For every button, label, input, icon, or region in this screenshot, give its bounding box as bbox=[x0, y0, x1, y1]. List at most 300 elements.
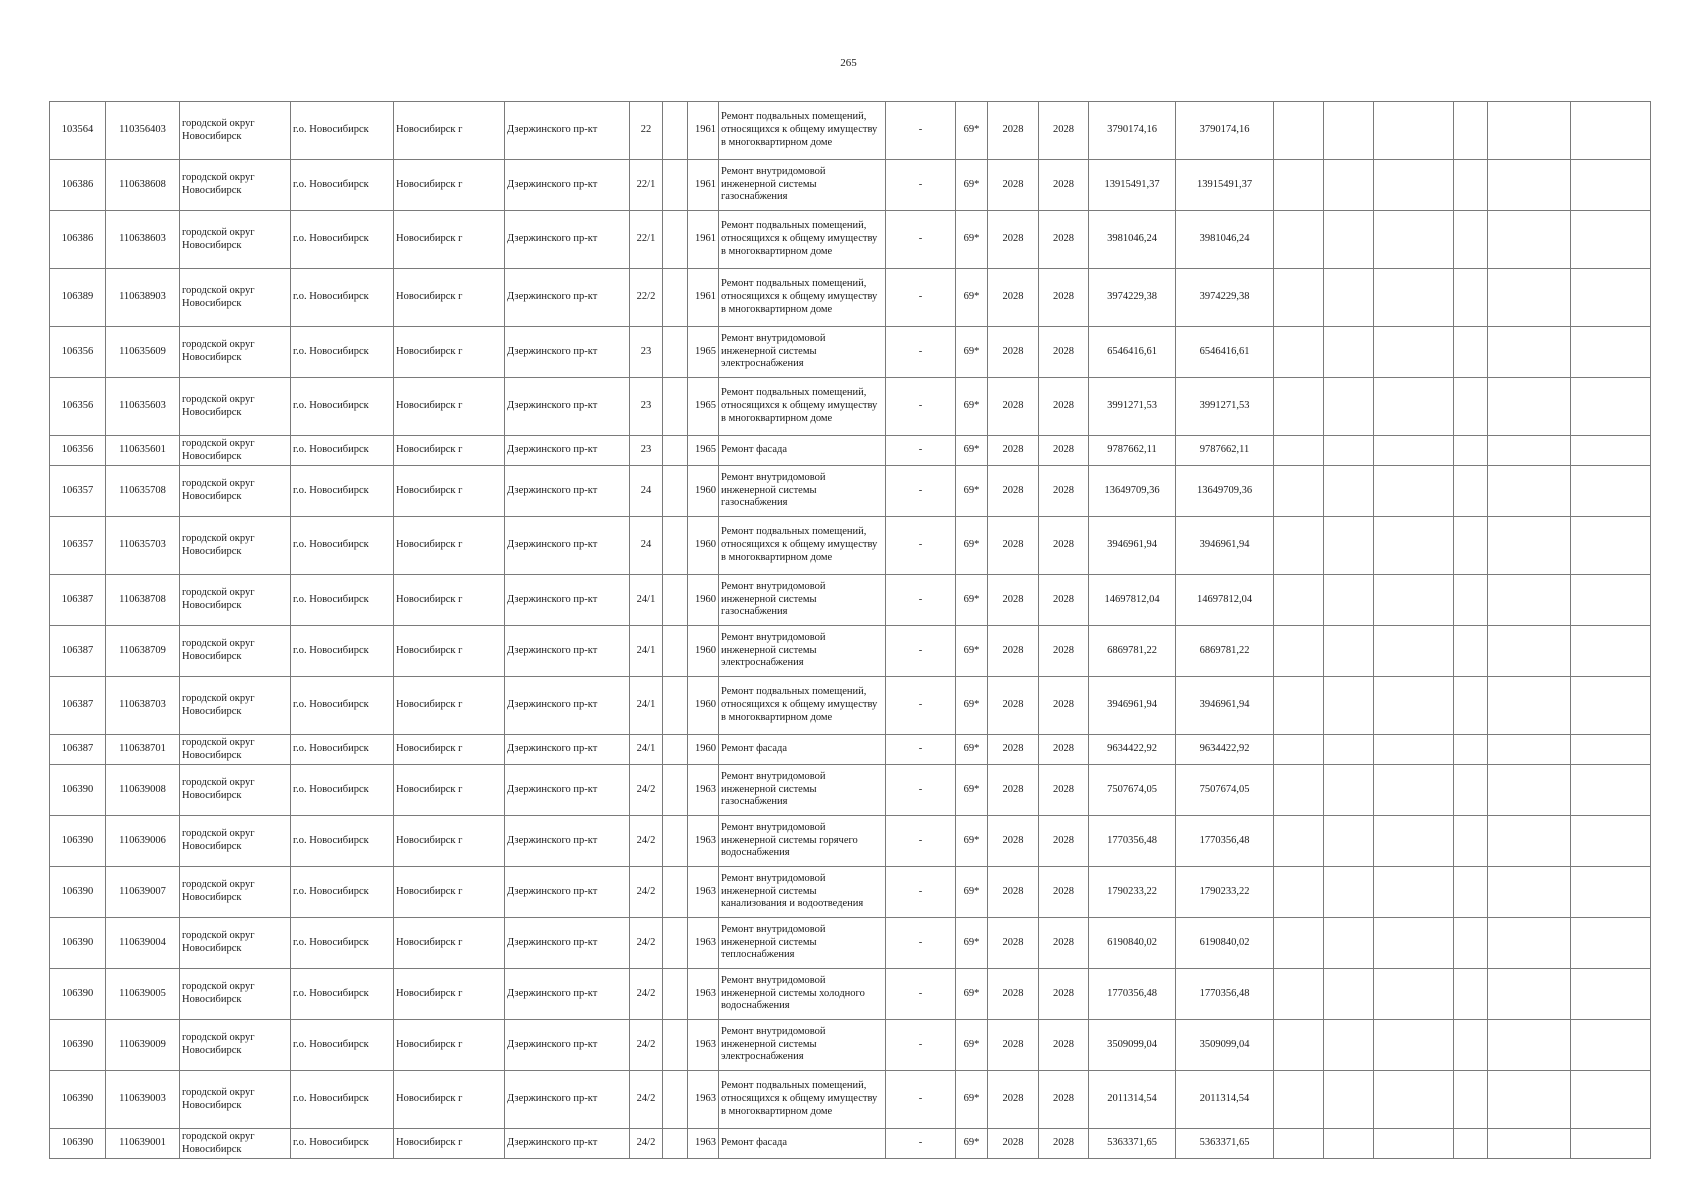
cell-cost-fund: 13649709,36 bbox=[1176, 466, 1274, 517]
cell-dash: - bbox=[886, 735, 956, 765]
cell-street: Дзержинского пр-кт bbox=[505, 816, 630, 867]
cell-urban-district: г.о. Новосибирск bbox=[291, 1071, 394, 1129]
cell-year-end: 2028 bbox=[1039, 575, 1089, 626]
cell-year-built: 1965 bbox=[688, 327, 719, 378]
cell-work-type: Ремонт внутридомовой инженерной системы газоснабжения bbox=[719, 160, 886, 211]
cell-empty bbox=[1571, 918, 1651, 969]
cell-empty bbox=[1324, 969, 1374, 1020]
cell-street: Дзержинского пр-кт bbox=[505, 102, 630, 160]
cell-empty bbox=[1454, 575, 1488, 626]
cell-empty bbox=[1324, 517, 1374, 575]
cell-cost-total: 7507674,05 bbox=[1089, 765, 1176, 816]
cell-municipality: городской округ Новосибирск bbox=[180, 466, 291, 517]
table-row bbox=[50, 102, 1651, 160]
cell-city: Новосибирск г bbox=[394, 816, 505, 867]
cell-house: 22/1 bbox=[630, 160, 663, 211]
cell-year-start: 2028 bbox=[988, 1129, 1039, 1159]
cell-empty bbox=[1374, 677, 1454, 735]
cell-urban-district: г.о. Новосибирск bbox=[291, 867, 394, 918]
cell-dash: - bbox=[886, 1071, 956, 1129]
cell-year-end: 2028 bbox=[1039, 102, 1089, 160]
cell-street: Дзержинского пр-кт bbox=[505, 626, 630, 677]
cell-id: 106356 bbox=[50, 378, 106, 436]
cell-empty bbox=[1571, 735, 1651, 765]
cell-year-start: 2028 bbox=[988, 327, 1039, 378]
cell-empty bbox=[1571, 816, 1651, 867]
cell-empty bbox=[1324, 735, 1374, 765]
cell-street: Дзержинского пр-кт bbox=[505, 436, 630, 466]
cell-building bbox=[663, 269, 688, 327]
table-row bbox=[50, 575, 1651, 626]
cell-empty bbox=[1274, 517, 1324, 575]
cell-urban-district: г.о. Новосибирск bbox=[291, 466, 394, 517]
cell-work-type: Ремонт внутридомовой инженерной системы электроснабжения bbox=[719, 626, 886, 677]
cell-house: 24/2 bbox=[630, 918, 663, 969]
cell-object-code: 110639009 bbox=[106, 1020, 180, 1071]
cell-year-end: 2028 bbox=[1039, 466, 1089, 517]
cell-year-end: 2028 bbox=[1039, 517, 1089, 575]
cell-cost-fund: 9787662,11 bbox=[1176, 436, 1274, 466]
cell-object-code: 110638701 bbox=[106, 735, 180, 765]
cell-building bbox=[663, 816, 688, 867]
cell-wear-percent: 69* bbox=[956, 517, 988, 575]
cell-house: 24/2 bbox=[630, 765, 663, 816]
cell-empty bbox=[1274, 867, 1324, 918]
cell-year-end: 2028 bbox=[1039, 1020, 1089, 1071]
cell-year-built: 1961 bbox=[688, 211, 719, 269]
cell-object-code: 110638709 bbox=[106, 626, 180, 677]
cell-empty bbox=[1571, 436, 1651, 466]
cell-empty bbox=[1571, 327, 1651, 378]
table-row bbox=[50, 1129, 1651, 1159]
cell-wear-percent: 69* bbox=[956, 626, 988, 677]
cell-work-type: Ремонт внутридомовой инженерной системы электроснабжения bbox=[719, 1020, 886, 1071]
cell-empty bbox=[1374, 867, 1454, 918]
cell-building bbox=[663, 765, 688, 816]
cell-year-built: 1960 bbox=[688, 575, 719, 626]
cell-house: 24/2 bbox=[630, 1071, 663, 1129]
cell-dash: - bbox=[886, 765, 956, 816]
cell-city: Новосибирск г bbox=[394, 575, 505, 626]
cell-street: Дзержинского пр-кт bbox=[505, 466, 630, 517]
cell-empty bbox=[1454, 436, 1488, 466]
cell-municipality: городской округ Новосибирск bbox=[180, 626, 291, 677]
cell-empty bbox=[1488, 269, 1571, 327]
table-row bbox=[50, 1071, 1651, 1129]
cell-empty bbox=[1571, 575, 1651, 626]
cell-year-end: 2028 bbox=[1039, 867, 1089, 918]
cell-house: 24 bbox=[630, 517, 663, 575]
cell-id: 106390 bbox=[50, 969, 106, 1020]
cell-city: Новосибирск г bbox=[394, 1129, 505, 1159]
cell-empty bbox=[1324, 1129, 1374, 1159]
cell-urban-district: г.о. Новосибирск bbox=[291, 160, 394, 211]
cell-empty bbox=[1488, 327, 1571, 378]
cell-cost-total: 9787662,11 bbox=[1089, 436, 1176, 466]
cell-object-code: 110638603 bbox=[106, 211, 180, 269]
cell-empty bbox=[1274, 211, 1324, 269]
cell-empty bbox=[1571, 517, 1651, 575]
cell-year-built: 1963 bbox=[688, 867, 719, 918]
cell-street: Дзержинского пр-кт bbox=[505, 1020, 630, 1071]
cell-empty bbox=[1488, 1071, 1571, 1129]
cell-cost-total: 3946961,94 bbox=[1089, 517, 1176, 575]
cell-year-start: 2028 bbox=[988, 269, 1039, 327]
cell-building bbox=[663, 1071, 688, 1129]
cell-empty bbox=[1488, 436, 1571, 466]
cell-empty bbox=[1488, 102, 1571, 160]
table-row bbox=[50, 517, 1651, 575]
cell-empty bbox=[1324, 102, 1374, 160]
cell-empty bbox=[1488, 378, 1571, 436]
cell-dash: - bbox=[886, 517, 956, 575]
table-row bbox=[50, 735, 1651, 765]
cell-year-start: 2028 bbox=[988, 160, 1039, 211]
cell-work-type: Ремонт подвальных помещений, относящихся к общему имуществу в многоквартирном доме bbox=[719, 677, 886, 735]
cell-empty bbox=[1571, 211, 1651, 269]
cell-empty bbox=[1374, 517, 1454, 575]
cell-empty bbox=[1454, 327, 1488, 378]
cell-urban-district: г.о. Новосибирск bbox=[291, 1129, 394, 1159]
cell-empty bbox=[1374, 378, 1454, 436]
cell-work-type: Ремонт фасада bbox=[719, 735, 886, 765]
cell-empty bbox=[1374, 211, 1454, 269]
cell-wear-percent: 69* bbox=[956, 269, 988, 327]
cell-empty bbox=[1274, 378, 1324, 436]
cell-empty bbox=[1374, 327, 1454, 378]
cell-empty bbox=[1324, 626, 1374, 677]
cell-municipality: городской округ Новосибирск bbox=[180, 102, 291, 160]
cell-empty bbox=[1274, 816, 1324, 867]
table-row bbox=[50, 1020, 1651, 1071]
cell-empty bbox=[1488, 626, 1571, 677]
cell-year-start: 2028 bbox=[988, 517, 1039, 575]
cell-cost-total: 3974229,38 bbox=[1089, 269, 1176, 327]
cell-municipality: городской округ Новосибирск bbox=[180, 575, 291, 626]
cell-id: 106390 bbox=[50, 765, 106, 816]
cell-cost-total: 9634422,92 bbox=[1089, 735, 1176, 765]
cell-building bbox=[663, 327, 688, 378]
cell-house: 24/1 bbox=[630, 735, 663, 765]
cell-cost-fund: 3790174,16 bbox=[1176, 102, 1274, 160]
cell-empty bbox=[1274, 1071, 1324, 1129]
cell-empty bbox=[1488, 211, 1571, 269]
cell-year-start: 2028 bbox=[988, 918, 1039, 969]
cell-year-built: 1963 bbox=[688, 765, 719, 816]
table-row bbox=[50, 816, 1651, 867]
cell-city: Новосибирск г bbox=[394, 517, 505, 575]
cell-work-type: Ремонт фасада bbox=[719, 1129, 886, 1159]
cell-wear-percent: 69* bbox=[956, 102, 988, 160]
cell-year-end: 2028 bbox=[1039, 1071, 1089, 1129]
cell-house: 24/2 bbox=[630, 969, 663, 1020]
cell-empty bbox=[1274, 735, 1324, 765]
cell-street: Дзержинского пр-кт bbox=[505, 517, 630, 575]
cell-city: Новосибирск г bbox=[394, 1020, 505, 1071]
cell-building bbox=[663, 626, 688, 677]
cell-empty bbox=[1488, 969, 1571, 1020]
cell-year-end: 2028 bbox=[1039, 211, 1089, 269]
cell-house: 22/2 bbox=[630, 269, 663, 327]
cell-empty bbox=[1374, 1071, 1454, 1129]
cell-dash: - bbox=[886, 1129, 956, 1159]
cell-municipality: городской округ Новосибирск bbox=[180, 765, 291, 816]
cell-object-code: 110638703 bbox=[106, 677, 180, 735]
cell-year-built: 1960 bbox=[688, 677, 719, 735]
cell-cost-fund: 7507674,05 bbox=[1176, 765, 1274, 816]
cell-municipality: городской округ Новосибирск bbox=[180, 269, 291, 327]
cell-municipality: городской округ Новосибирск bbox=[180, 1071, 291, 1129]
cell-street: Дзержинского пр-кт bbox=[505, 918, 630, 969]
cell-street: Дзержинского пр-кт bbox=[505, 1129, 630, 1159]
cell-building bbox=[663, 735, 688, 765]
cell-empty bbox=[1324, 269, 1374, 327]
cell-empty bbox=[1571, 378, 1651, 436]
cell-year-end: 2028 bbox=[1039, 1129, 1089, 1159]
cell-empty bbox=[1324, 677, 1374, 735]
cell-object-code: 110635603 bbox=[106, 378, 180, 436]
cell-empty bbox=[1274, 626, 1324, 677]
cell-city: Новосибирск г bbox=[394, 269, 505, 327]
cell-dash: - bbox=[886, 211, 956, 269]
cell-id: 106357 bbox=[50, 517, 106, 575]
cell-city: Новосибирск г bbox=[394, 918, 505, 969]
cell-id: 103564 bbox=[50, 102, 106, 160]
cell-year-start: 2028 bbox=[988, 211, 1039, 269]
cell-year-built: 1963 bbox=[688, 969, 719, 1020]
cell-work-type: Ремонт внутридомовой инженерной системы газоснабжения bbox=[719, 466, 886, 517]
cell-cost-fund: 1770356,48 bbox=[1176, 816, 1274, 867]
cell-cost-total: 6546416,61 bbox=[1089, 327, 1176, 378]
table-row bbox=[50, 378, 1651, 436]
cell-cost-total: 14697812,04 bbox=[1089, 575, 1176, 626]
cell-empty bbox=[1571, 466, 1651, 517]
cell-id: 106357 bbox=[50, 466, 106, 517]
cell-object-code: 110639006 bbox=[106, 816, 180, 867]
cell-year-built: 1963 bbox=[688, 1071, 719, 1129]
cell-municipality: городской округ Новосибирск bbox=[180, 160, 291, 211]
cell-empty bbox=[1488, 867, 1571, 918]
cell-empty bbox=[1454, 765, 1488, 816]
cell-city: Новосибирск г bbox=[394, 765, 505, 816]
cell-empty bbox=[1454, 1129, 1488, 1159]
cell-municipality: городской округ Новосибирск bbox=[180, 378, 291, 436]
cell-house: 24/2 bbox=[630, 867, 663, 918]
cell-object-code: 110639003 bbox=[106, 1071, 180, 1129]
cell-empty bbox=[1571, 765, 1651, 816]
cell-empty bbox=[1374, 1020, 1454, 1071]
cell-year-start: 2028 bbox=[988, 1071, 1039, 1129]
cell-empty bbox=[1324, 436, 1374, 466]
page-number: 265 bbox=[840, 57, 857, 69]
cell-empty bbox=[1274, 765, 1324, 816]
cell-urban-district: г.о. Новосибирск bbox=[291, 765, 394, 816]
cell-wear-percent: 69* bbox=[956, 1129, 988, 1159]
cell-city: Новосибирск г bbox=[394, 969, 505, 1020]
cell-empty bbox=[1374, 102, 1454, 160]
cell-cost-fund: 9634422,92 bbox=[1176, 735, 1274, 765]
cell-year-start: 2028 bbox=[988, 867, 1039, 918]
cell-empty bbox=[1274, 160, 1324, 211]
cell-wear-percent: 69* bbox=[956, 735, 988, 765]
cell-year-built: 1963 bbox=[688, 1129, 719, 1159]
table-row bbox=[50, 918, 1651, 969]
cell-building bbox=[663, 918, 688, 969]
cell-wear-percent: 69* bbox=[956, 575, 988, 626]
cell-cost-fund: 2011314,54 bbox=[1176, 1071, 1274, 1129]
cell-empty bbox=[1488, 1129, 1571, 1159]
cell-cost-fund: 1770356,48 bbox=[1176, 969, 1274, 1020]
cell-cost-fund: 6546416,61 bbox=[1176, 327, 1274, 378]
cell-urban-district: г.о. Новосибирск bbox=[291, 378, 394, 436]
cell-urban-district: г.о. Новосибирск bbox=[291, 327, 394, 378]
cell-id: 106386 bbox=[50, 160, 106, 211]
cell-year-end: 2028 bbox=[1039, 269, 1089, 327]
cell-house: 24/1 bbox=[630, 677, 663, 735]
cell-dash: - bbox=[886, 677, 956, 735]
cell-cost-fund: 14697812,04 bbox=[1176, 575, 1274, 626]
cell-empty bbox=[1571, 1020, 1651, 1071]
cell-empty bbox=[1454, 517, 1488, 575]
cell-cost-fund: 3981046,24 bbox=[1176, 211, 1274, 269]
cell-empty bbox=[1571, 1129, 1651, 1159]
cell-year-end: 2028 bbox=[1039, 969, 1089, 1020]
cell-work-type: Ремонт подвальных помещений, относящихся к общему имуществу в многоквартирном доме bbox=[719, 378, 886, 436]
cell-cost-total: 13915491,37 bbox=[1089, 160, 1176, 211]
cell-empty bbox=[1454, 1071, 1488, 1129]
cell-empty bbox=[1374, 575, 1454, 626]
cell-street: Дзержинского пр-кт bbox=[505, 211, 630, 269]
cell-empty bbox=[1374, 969, 1454, 1020]
cell-cost-total: 3981046,24 bbox=[1089, 211, 1176, 269]
cell-empty bbox=[1488, 918, 1571, 969]
cell-street: Дзержинского пр-кт bbox=[505, 378, 630, 436]
cell-object-code: 110639008 bbox=[106, 765, 180, 816]
cell-year-built: 1965 bbox=[688, 378, 719, 436]
cell-year-built: 1960 bbox=[688, 466, 719, 517]
cell-empty bbox=[1374, 626, 1454, 677]
cell-work-type: Ремонт внутридомовой инженерной системы канализования и водоотведения bbox=[719, 867, 886, 918]
cell-dash: - bbox=[886, 918, 956, 969]
cell-cost-fund: 3509099,04 bbox=[1176, 1020, 1274, 1071]
cell-empty bbox=[1324, 378, 1374, 436]
cell-wear-percent: 69* bbox=[956, 1020, 988, 1071]
cell-work-type: Ремонт подвальных помещений, относящихся к общему имуществу в многоквартирном доме bbox=[719, 1071, 886, 1129]
cell-city: Новосибирск г bbox=[394, 160, 505, 211]
cell-building bbox=[663, 1020, 688, 1071]
cell-municipality: городской округ Новосибирск bbox=[180, 969, 291, 1020]
cell-id: 106356 bbox=[50, 436, 106, 466]
cell-empty bbox=[1324, 816, 1374, 867]
cell-wear-percent: 69* bbox=[956, 436, 988, 466]
cell-house: 24/2 bbox=[630, 816, 663, 867]
cell-urban-district: г.о. Новосибирск bbox=[291, 1020, 394, 1071]
cell-empty bbox=[1274, 918, 1324, 969]
cell-house: 24 bbox=[630, 466, 663, 517]
cell-empty bbox=[1374, 918, 1454, 969]
cell-empty bbox=[1274, 969, 1324, 1020]
cell-empty bbox=[1488, 816, 1571, 867]
cell-urban-district: г.о. Новосибирск bbox=[291, 517, 394, 575]
table-row bbox=[50, 677, 1651, 735]
cell-empty bbox=[1324, 918, 1374, 969]
cell-object-code: 110639007 bbox=[106, 867, 180, 918]
cell-building bbox=[663, 211, 688, 269]
cell-wear-percent: 69* bbox=[956, 1071, 988, 1129]
cell-dash: - bbox=[886, 575, 956, 626]
cell-object-code: 110639004 bbox=[106, 918, 180, 969]
cell-municipality: городской округ Новосибирск bbox=[180, 918, 291, 969]
cell-building bbox=[663, 1129, 688, 1159]
cell-cost-total: 3946961,94 bbox=[1089, 677, 1176, 735]
cell-cost-total: 6190840,02 bbox=[1089, 918, 1176, 969]
cell-wear-percent: 69* bbox=[956, 466, 988, 517]
cell-object-code: 110638608 bbox=[106, 160, 180, 211]
cell-dash: - bbox=[886, 378, 956, 436]
cell-empty bbox=[1274, 466, 1324, 517]
cell-year-start: 2028 bbox=[988, 626, 1039, 677]
cell-empty bbox=[1571, 867, 1651, 918]
cell-building bbox=[663, 436, 688, 466]
cell-work-type: Ремонт подвальных помещений, относящихся к общему имуществу в многоквартирном доме bbox=[719, 517, 886, 575]
cell-cost-fund: 5363371,65 bbox=[1176, 1129, 1274, 1159]
cell-empty bbox=[1488, 735, 1571, 765]
cell-year-start: 2028 bbox=[988, 378, 1039, 436]
cell-empty bbox=[1454, 626, 1488, 677]
cell-urban-district: г.о. Новосибирск bbox=[291, 969, 394, 1020]
table-row bbox=[50, 269, 1651, 327]
cell-year-end: 2028 bbox=[1039, 735, 1089, 765]
cell-city: Новосибирск г bbox=[394, 378, 505, 436]
cell-work-type: Ремонт фасада bbox=[719, 436, 886, 466]
cell-empty bbox=[1274, 269, 1324, 327]
cell-municipality: городской округ Новосибирск bbox=[180, 1020, 291, 1071]
cell-object-code: 110635703 bbox=[106, 517, 180, 575]
cell-empty bbox=[1454, 1020, 1488, 1071]
cell-year-built: 1961 bbox=[688, 102, 719, 160]
cell-house: 24/2 bbox=[630, 1129, 663, 1159]
cell-building bbox=[663, 867, 688, 918]
cell-cost-total: 6869781,22 bbox=[1089, 626, 1176, 677]
cell-empty bbox=[1571, 1071, 1651, 1129]
cell-wear-percent: 69* bbox=[956, 211, 988, 269]
cell-year-built: 1961 bbox=[688, 269, 719, 327]
cell-empty bbox=[1374, 816, 1454, 867]
cell-empty bbox=[1274, 102, 1324, 160]
cell-municipality: городской округ Новосибирск bbox=[180, 867, 291, 918]
cell-cost-fund: 1790233,22 bbox=[1176, 867, 1274, 918]
cell-wear-percent: 69* bbox=[956, 765, 988, 816]
cell-street: Дзержинского пр-кт bbox=[505, 735, 630, 765]
cell-year-built: 1960 bbox=[688, 517, 719, 575]
cell-year-built: 1960 bbox=[688, 626, 719, 677]
cell-dash: - bbox=[886, 867, 956, 918]
cell-year-built: 1961 bbox=[688, 160, 719, 211]
cell-empty bbox=[1374, 269, 1454, 327]
cell-empty bbox=[1454, 160, 1488, 211]
cell-empty bbox=[1374, 436, 1454, 466]
cell-wear-percent: 69* bbox=[956, 969, 988, 1020]
cell-id: 106390 bbox=[50, 1020, 106, 1071]
cell-street: Дзержинского пр-кт bbox=[505, 969, 630, 1020]
cell-dash: - bbox=[886, 436, 956, 466]
cell-empty bbox=[1274, 436, 1324, 466]
cell-empty bbox=[1454, 969, 1488, 1020]
table-row bbox=[50, 160, 1651, 211]
cell-empty bbox=[1571, 102, 1651, 160]
cell-dash: - bbox=[886, 1020, 956, 1071]
cell-building bbox=[663, 517, 688, 575]
